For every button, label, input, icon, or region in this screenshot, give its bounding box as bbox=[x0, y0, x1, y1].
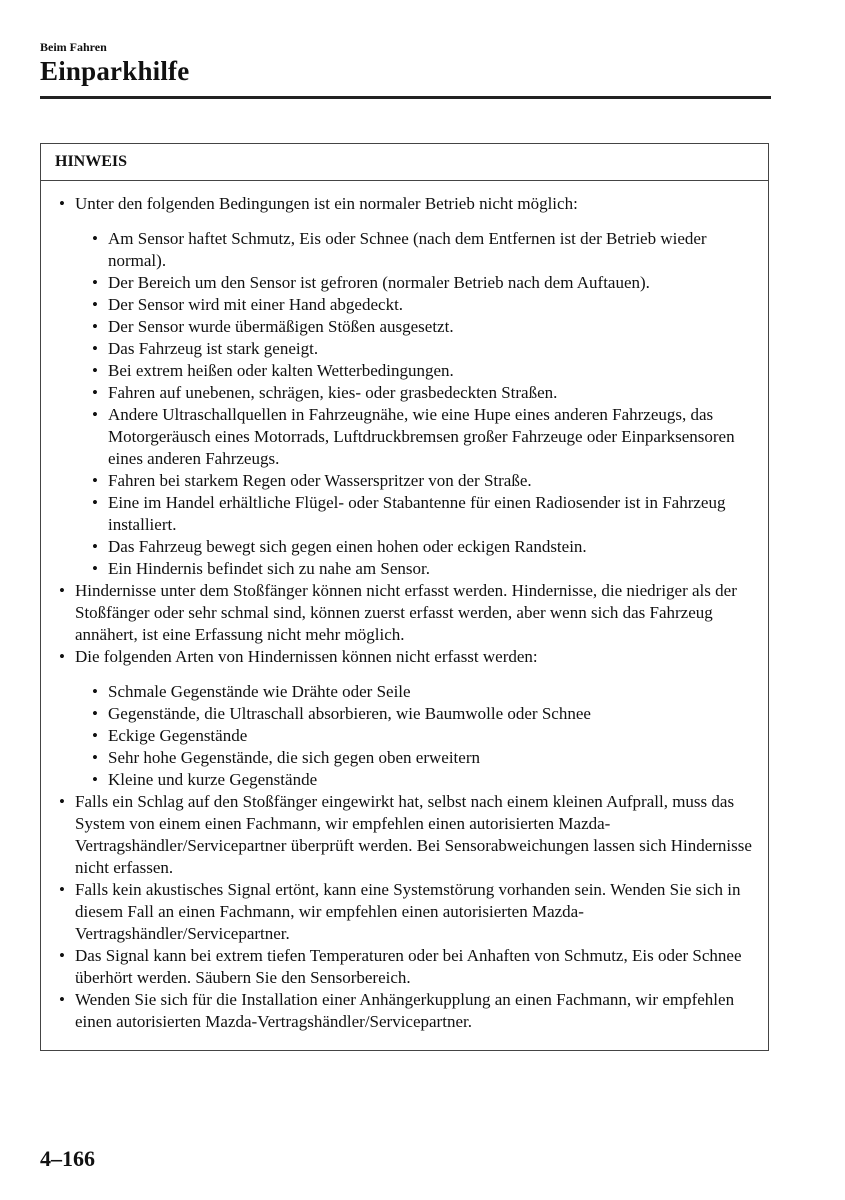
title-divider bbox=[40, 96, 771, 99]
note-item bbox=[59, 193, 758, 580]
note-subitem: • Der Bereich um den Sensor ist gefroren (normaler Betrieb nach dem Auftauen). bbox=[92, 272, 758, 294]
note-item bbox=[59, 879, 758, 945]
note-subitem: • Das Fahrzeug bewegt sich gegen einen hohen oder eckigen Randstein. bbox=[92, 536, 758, 558]
note-item bbox=[59, 791, 758, 879]
section-label: Beim Fahren bbox=[40, 40, 107, 54]
note-subitem: • Andere Ultraschallquellen in Fahrzeugnähe, wie eine Hupe eines anderen Fahrzeugs, das Motorgeräusch eines Motorrads, Luftdruckbremsen großer Fahrzeuge oder Einparksensoren eines anderen Fahrzeugs. bbox=[92, 404, 758, 470]
note-subitem: • Ein Hindernis befindet sich zu nahe am Sensor. bbox=[92, 558, 758, 580]
note-subitem: • Eine im Handel erhältliche Flügel- oder Stabantenne für einen Radiosender ist in Fahrzeug installiert. bbox=[92, 492, 758, 536]
note-item-text: Hindernisse unter dem Stoßfänger können nicht erfasst werden. Hindernisse, die niedriger als der Stoßfänger oder sehr schmal sind, können zuerst erfasst werden, aber wenn sich das Fahrzeug annähert, ist eine Erfassung nicht mehr möglich. bbox=[75, 581, 737, 644]
note-box bbox=[40, 143, 769, 1051]
note-item bbox=[59, 580, 758, 646]
note-item-text: Die folgenden Arten von Hindernissen können nicht erfasst werden: bbox=[75, 647, 538, 666]
note-subitem: • Der Sensor wird mit einer Hand abgedeckt. bbox=[92, 294, 758, 316]
note-item-text: Wenden Sie sich für die Installation einer Anhängerkupplung an einen Fachmann, wir empfehlen einen autorisierten Mazda-Vertragshändler/Servicepartner. bbox=[75, 990, 735, 1031]
note-subitem: • Fahren bei starkem Regen oder Wasserspritzer von der Straße. bbox=[92, 470, 758, 492]
note-item bbox=[59, 989, 758, 1033]
page-number: 4–166 bbox=[40, 1146, 95, 1171]
note-subitem: • Der Sensor wurde übermäßigen Stößen ausgesetzt. bbox=[92, 316, 758, 338]
note-subitem: • Am Sensor haftet Schmutz, Eis oder Schnee (nach dem Entfernen ist der Betrieb wieder normal). bbox=[92, 228, 758, 272]
note-item bbox=[59, 646, 758, 791]
note-item-text: Falls ein Schlag auf den Stoßfänger eingewirkt hat, selbst nach einem kleinen Aufprall, muss das System von einem einen Fachmann, wir empfehlen einen autorisierten Mazda-Vertragshändler/Servicepartner überprüft werden. Bei Sensorabweichungen lassen sich Hindernisse nicht erfassen. bbox=[75, 792, 752, 877]
note-subitem: • Das Fahrzeug ist stark geneigt. bbox=[92, 338, 758, 360]
note-item-text: Das Signal kann bei extrem tiefen Temperaturen oder bei Anhaften von Schmutz, Eis oder Schnee überhört werden. Säubern Sie den Sensorbereich. bbox=[75, 946, 742, 987]
note-subitem: • Bei extrem heißen oder kalten Wetterbedingungen. bbox=[92, 360, 758, 382]
note-sublist bbox=[92, 681, 758, 791]
note-list bbox=[59, 193, 758, 1033]
note-sublist bbox=[92, 228, 758, 580]
note-subitem: • Fahren auf unebenen, schrägen, kies- oder grasbedeckten Straßen. bbox=[92, 382, 758, 404]
note-subitem: • Kleine und kurze Gegenstände bbox=[92, 769, 758, 791]
note-subitem: • Schmale Gegenstände wie Drähte oder Seile bbox=[92, 681, 758, 703]
note-body bbox=[41, 181, 768, 1033]
note-subitem: • Gegenstände, die Ultraschall absorbieren, wie Baumwolle oder Schnee bbox=[92, 703, 758, 725]
note-subitem: • Sehr hohe Gegenstände, die sich gegen oben erweitern bbox=[92, 747, 758, 769]
note-item bbox=[59, 945, 758, 989]
page-title: Einparkhilfe bbox=[40, 56, 190, 86]
note-heading: HINWEIS bbox=[41, 144, 768, 181]
note-subitem: • Eckige Gegenstände bbox=[92, 725, 758, 747]
note-item-text: Falls kein akustisches Signal ertönt, kann eine Systemstörung vorhanden sein. Wenden Sie sich in diesem Fall an einen Fachmann, wir empfehlen einen autorisierten Mazda-Vertragshändler/Servicepartner. bbox=[75, 880, 741, 943]
note-item-text: Unter den folgenden Bedingungen ist ein normaler Betrieb nicht möglich: bbox=[75, 194, 578, 213]
